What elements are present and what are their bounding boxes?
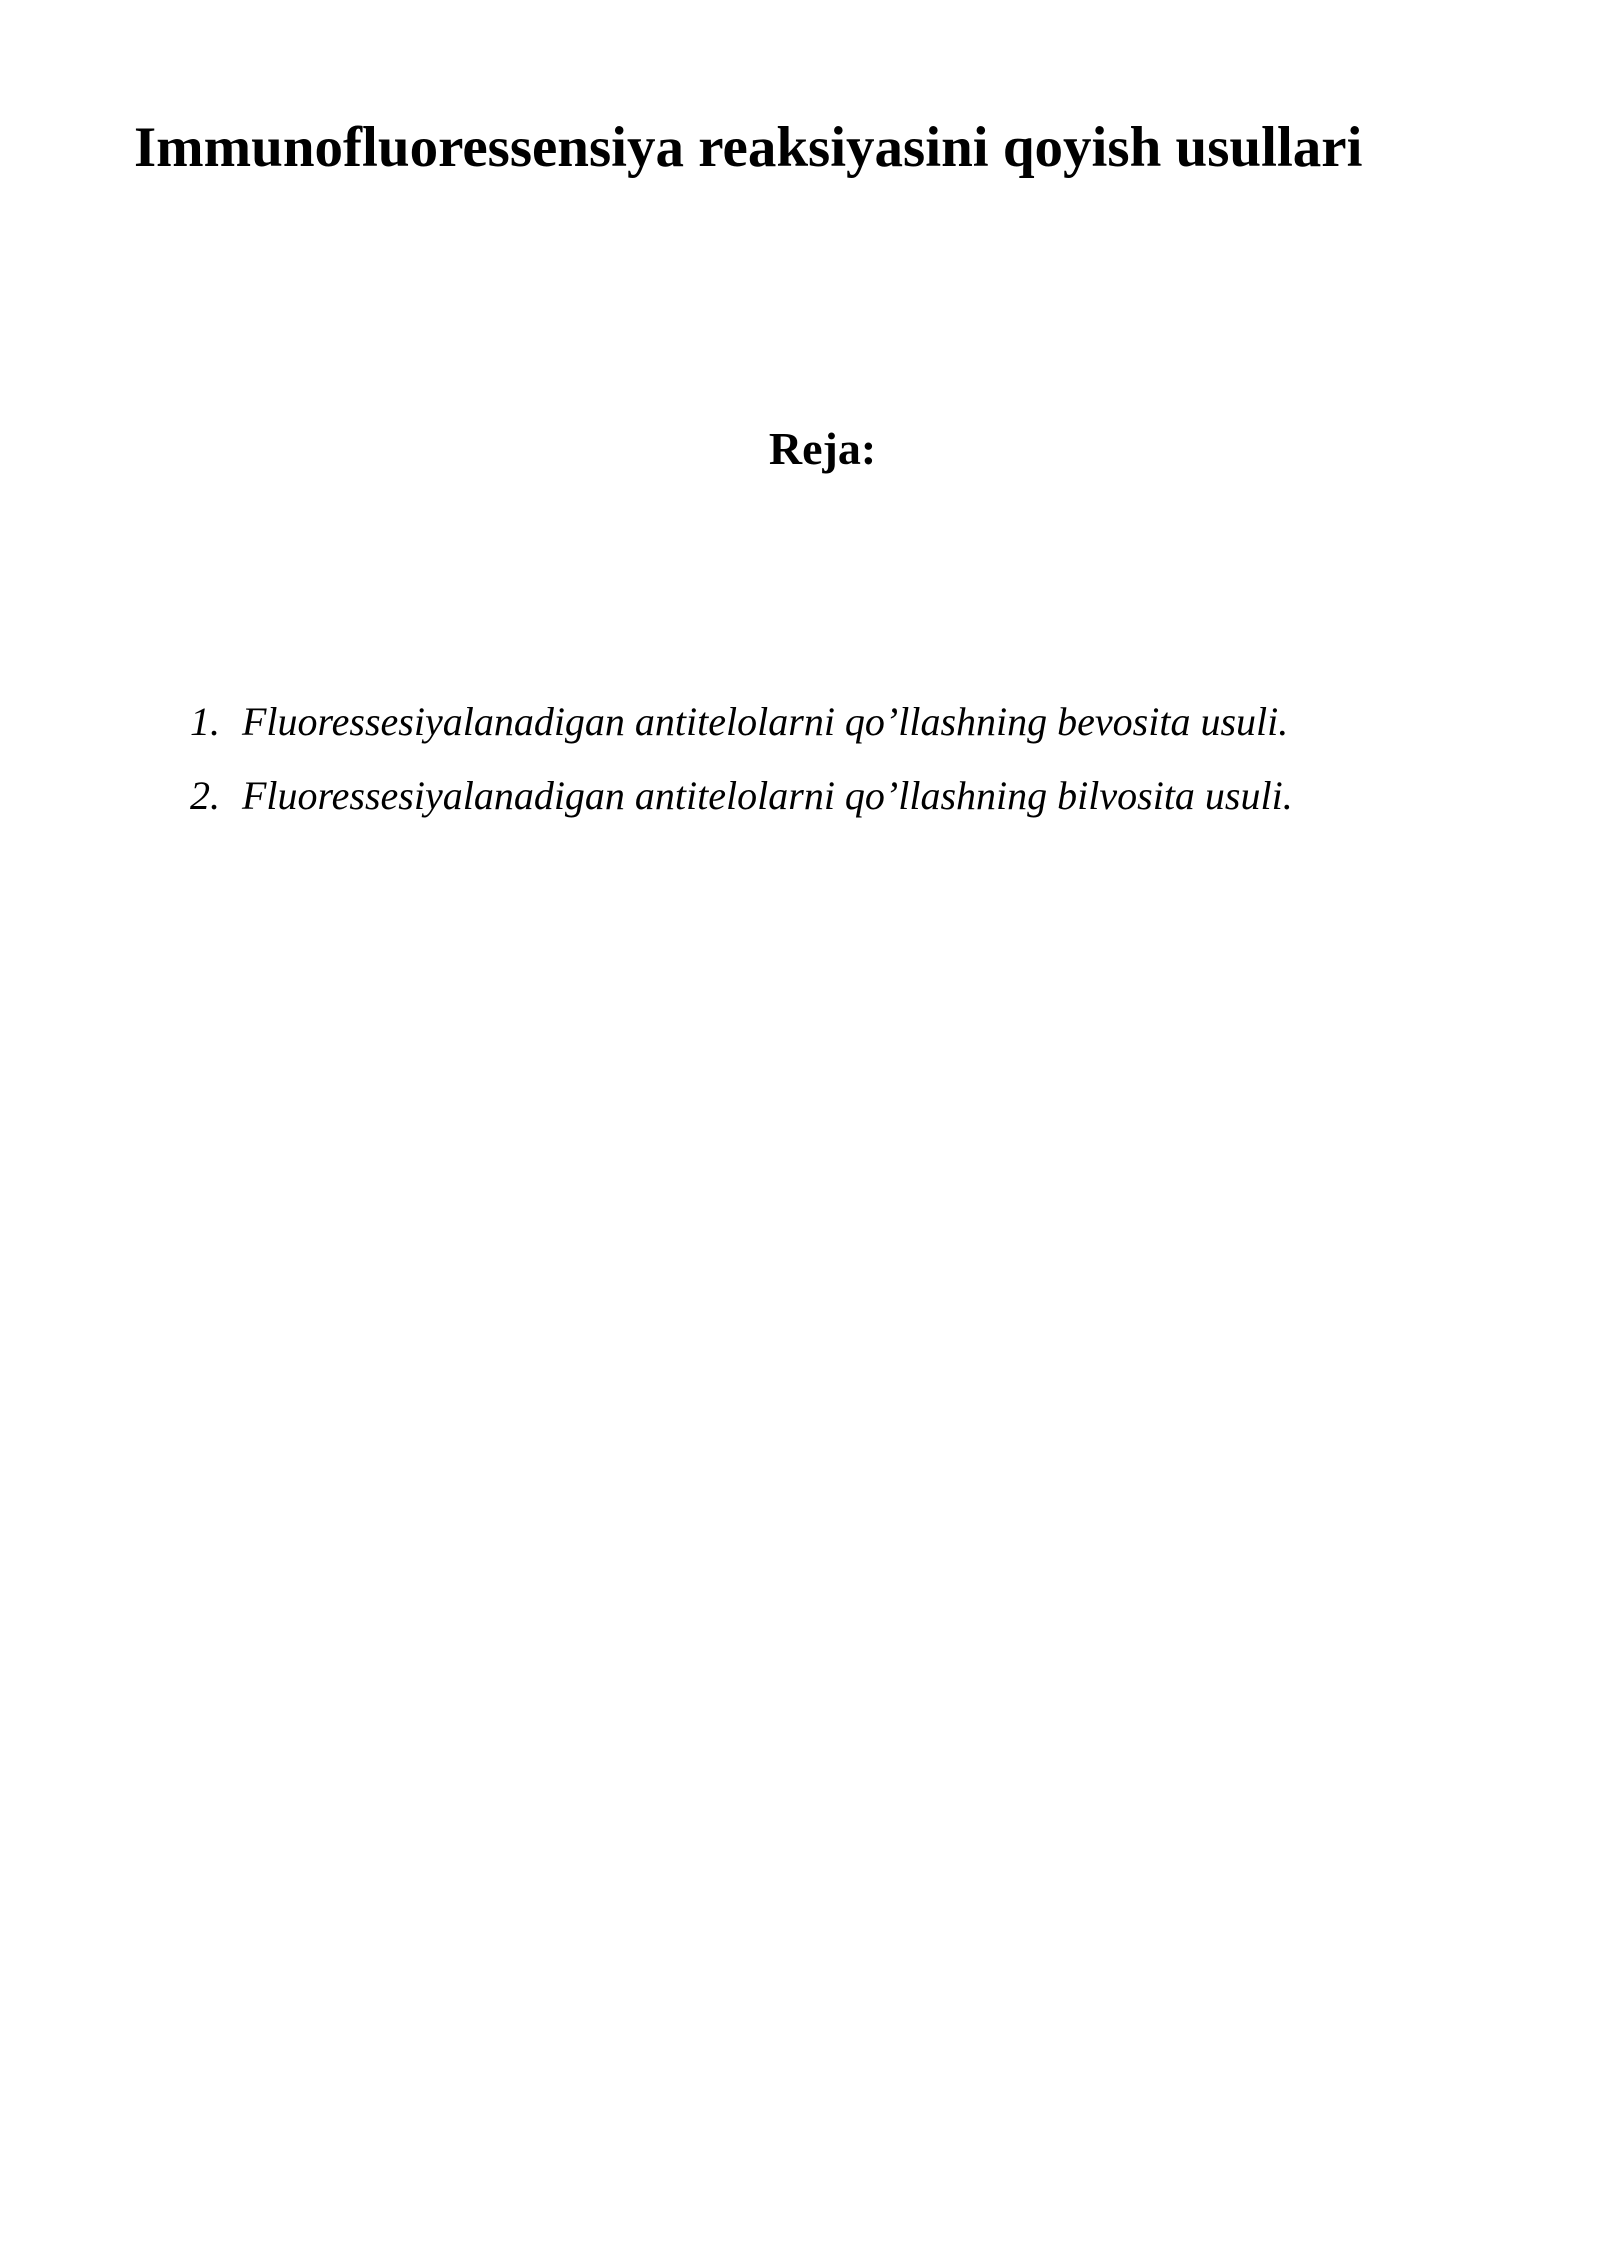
plan-item-text: Fluoressesiyalanadigan antitelolarni qo’llashning bilvosita usuli. — [242, 773, 1293, 818]
plan-heading: Reja: — [768, 423, 877, 474]
document-title: Immunofluoressensiya reaksiyasini qoyish usullari — [134, 116, 1363, 179]
plan-list — [190, 696, 1293, 844]
plan-item-number: 2. — [190, 773, 220, 818]
plan-item — [190, 770, 1293, 822]
plan-item-text: Fluoressesiyalanadigan antitelolarni qo’llashning bevosita usuli. — [242, 699, 1289, 744]
plan-item — [190, 696, 1293, 748]
plan-item-number: 1. — [190, 699, 220, 744]
